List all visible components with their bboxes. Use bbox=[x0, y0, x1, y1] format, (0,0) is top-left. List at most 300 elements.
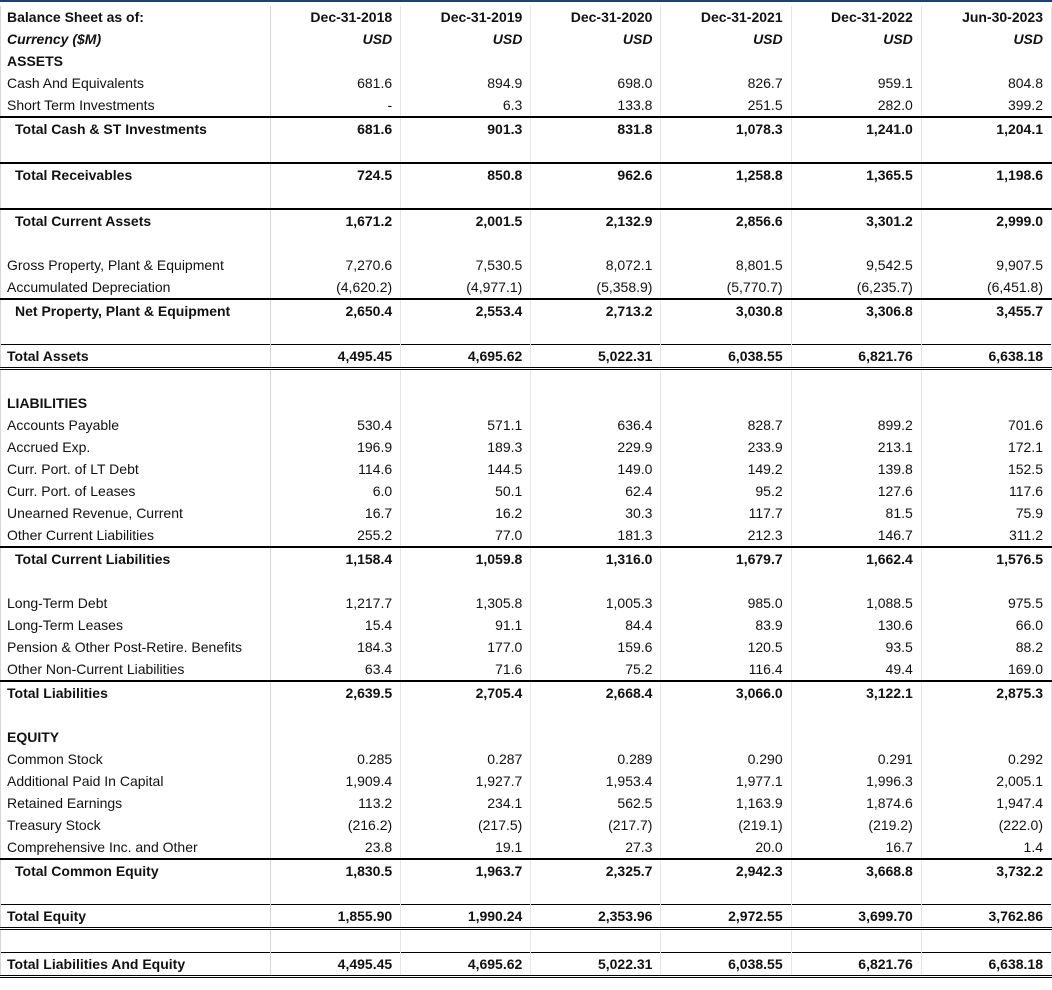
value-cell: 701.6 bbox=[921, 414, 1051, 436]
value-cell: 850.8 bbox=[401, 163, 531, 186]
empty-cell bbox=[531, 50, 661, 72]
balance-sheet-body bbox=[1, 6, 1052, 977]
value-cell: 152.5 bbox=[921, 458, 1051, 480]
row-label: Total Cash & ST Investments bbox=[1, 117, 271, 140]
empty-cell bbox=[531, 570, 661, 592]
row-label: Total Assets bbox=[1, 345, 271, 369]
value-cell: 23.8 bbox=[271, 836, 401, 859]
section-title: EQUITY bbox=[1, 726, 271, 748]
empty-cell bbox=[1, 232, 271, 254]
row-label: Accumulated Depreciation bbox=[1, 276, 271, 299]
value-cell: 282.0 bbox=[791, 94, 921, 117]
value-cell: 1,316.0 bbox=[531, 547, 661, 570]
value-cell: 985.0 bbox=[661, 592, 791, 614]
line-item-row bbox=[1, 614, 1052, 636]
value-cell: 6,638.18 bbox=[921, 953, 1051, 977]
empty-cell bbox=[401, 369, 531, 393]
empty-cell bbox=[531, 140, 661, 163]
row-label: Common Stock bbox=[1, 748, 271, 770]
value-cell: 1,679.7 bbox=[661, 547, 791, 570]
line-item-row bbox=[1, 72, 1052, 94]
section-header-row bbox=[1, 392, 1052, 414]
value-cell: 3,732.2 bbox=[921, 859, 1051, 882]
empty-cell bbox=[661, 369, 791, 393]
empty-cell bbox=[271, 570, 401, 592]
value-cell: (6,451.8) bbox=[921, 276, 1051, 299]
spacer-row bbox=[1, 186, 1052, 209]
row-label: Long-Term Debt bbox=[1, 592, 271, 614]
spacer-row bbox=[1, 929, 1052, 953]
empty-cell bbox=[921, 369, 1051, 393]
value-cell: 2,553.4 bbox=[401, 299, 531, 322]
line-item-row bbox=[1, 836, 1052, 859]
value-cell: 636.4 bbox=[531, 414, 661, 436]
empty-cell bbox=[921, 929, 1051, 953]
value-cell: 571.1 bbox=[401, 414, 531, 436]
row-label: Additional Paid In Capital bbox=[1, 770, 271, 792]
empty-cell bbox=[791, 232, 921, 254]
value-cell: 66.0 bbox=[921, 614, 1051, 636]
empty-cell bbox=[531, 232, 661, 254]
row-label: Treasury Stock bbox=[1, 814, 271, 836]
empty-cell bbox=[791, 322, 921, 345]
empty-cell bbox=[531, 322, 661, 345]
empty-cell bbox=[531, 369, 661, 393]
value-cell: 75.2 bbox=[531, 658, 661, 681]
row-label: Other Current Liabilities bbox=[1, 524, 271, 547]
value-cell: 1.4 bbox=[921, 836, 1051, 859]
empty-cell bbox=[661, 704, 791, 726]
value-cell: 6,638.18 bbox=[921, 345, 1051, 369]
empty-cell bbox=[531, 704, 661, 726]
empty-cell bbox=[1, 704, 271, 726]
value-cell: 251.5 bbox=[661, 94, 791, 117]
value-cell: 1,830.5 bbox=[271, 859, 401, 882]
empty-cell bbox=[921, 140, 1051, 163]
empty-cell bbox=[271, 322, 401, 345]
value-cell: 113.2 bbox=[271, 792, 401, 814]
value-cell: 3,066.0 bbox=[661, 681, 791, 704]
empty-cell bbox=[921, 570, 1051, 592]
empty-cell bbox=[791, 392, 921, 414]
row-label: Total Receivables bbox=[1, 163, 271, 186]
value-cell: 4,695.62 bbox=[401, 345, 531, 369]
section-header-row bbox=[1, 726, 1052, 748]
value-cell: 1,088.5 bbox=[791, 592, 921, 614]
value-cell: 1,305.8 bbox=[401, 592, 531, 614]
value-cell: 91.1 bbox=[401, 614, 531, 636]
empty-cell bbox=[1, 322, 271, 345]
line-item-row bbox=[1, 276, 1052, 299]
line-item-row bbox=[1, 524, 1052, 547]
empty-cell bbox=[791, 726, 921, 748]
value-cell: 63.4 bbox=[271, 658, 401, 681]
value-cell: 144.5 bbox=[401, 458, 531, 480]
empty-cell bbox=[401, 232, 531, 254]
spacer-row bbox=[1, 140, 1052, 163]
empty-cell bbox=[271, 369, 401, 393]
value-cell: 84.4 bbox=[531, 614, 661, 636]
value-cell: 901.3 bbox=[401, 117, 531, 140]
value-cell: 0.285 bbox=[271, 748, 401, 770]
value-cell: 7,530.5 bbox=[401, 254, 531, 276]
value-cell: 146.7 bbox=[791, 524, 921, 547]
value-cell: (4,977.1) bbox=[401, 276, 531, 299]
grand-total-row bbox=[1, 905, 1052, 929]
empty-cell bbox=[791, 50, 921, 72]
empty-cell bbox=[271, 392, 401, 414]
value-cell: 4,495.45 bbox=[271, 953, 401, 977]
value-cell: (217.5) bbox=[401, 814, 531, 836]
value-cell: 229.9 bbox=[531, 436, 661, 458]
value-cell: 831.8 bbox=[531, 117, 661, 140]
date-header: Dec-31-2018 bbox=[271, 6, 401, 28]
value-cell: 88.2 bbox=[921, 636, 1051, 658]
value-cell: (219.2) bbox=[791, 814, 921, 836]
line-item-row bbox=[1, 480, 1052, 502]
value-cell: (222.0) bbox=[921, 814, 1051, 836]
value-cell: 4,695.62 bbox=[401, 953, 531, 977]
empty-cell bbox=[401, 392, 531, 414]
value-cell: 114.6 bbox=[271, 458, 401, 480]
value-cell: 2,942.3 bbox=[661, 859, 791, 882]
row-label: Long-Term Leases bbox=[1, 614, 271, 636]
value-cell: 899.2 bbox=[791, 414, 921, 436]
value-cell: 212.3 bbox=[661, 524, 791, 547]
value-cell: 0.287 bbox=[401, 748, 531, 770]
value-cell: 81.5 bbox=[791, 502, 921, 524]
row-label: Total Liabilities And Equity bbox=[1, 953, 271, 977]
empty-cell bbox=[661, 882, 791, 905]
empty-cell bbox=[791, 929, 921, 953]
value-cell: 2,705.4 bbox=[401, 681, 531, 704]
row-label: Total Equity bbox=[1, 905, 271, 929]
value-cell: 130.6 bbox=[791, 614, 921, 636]
value-cell: 169.0 bbox=[921, 658, 1051, 681]
empty-cell bbox=[531, 882, 661, 905]
empty-cell bbox=[791, 570, 921, 592]
value-cell: 1,947.4 bbox=[921, 792, 1051, 814]
row-label: Gross Property, Plant & Equipment bbox=[1, 254, 271, 276]
value-cell: 1,977.1 bbox=[661, 770, 791, 792]
empty-cell bbox=[661, 186, 791, 209]
value-cell: 9,907.5 bbox=[921, 254, 1051, 276]
value-cell: 0.291 bbox=[791, 748, 921, 770]
empty-cell bbox=[661, 322, 791, 345]
spacer-row bbox=[1, 704, 1052, 726]
row-label: Unearned Revenue, Current bbox=[1, 502, 271, 524]
value-cell: 50.1 bbox=[401, 480, 531, 502]
value-cell: 1,059.8 bbox=[401, 547, 531, 570]
empty-cell bbox=[531, 186, 661, 209]
value-cell: 1,927.7 bbox=[401, 770, 531, 792]
empty-cell bbox=[1, 186, 271, 209]
currency-label: Currency ($M) bbox=[1, 28, 271, 50]
value-cell: 3,301.2 bbox=[791, 209, 921, 232]
value-cell: 149.2 bbox=[661, 458, 791, 480]
value-cell: 2,668.4 bbox=[531, 681, 661, 704]
empty-cell bbox=[791, 882, 921, 905]
currency-header: USD bbox=[271, 28, 401, 50]
row-label: Curr. Port. of LT Debt bbox=[1, 458, 271, 480]
empty-cell bbox=[921, 232, 1051, 254]
total-row bbox=[1, 299, 1052, 322]
empty-cell bbox=[271, 140, 401, 163]
empty-cell bbox=[1, 882, 271, 905]
value-cell: 2,650.4 bbox=[271, 299, 401, 322]
value-cell: 1,158.4 bbox=[271, 547, 401, 570]
value-cell: 95.2 bbox=[661, 480, 791, 502]
value-cell: 30.3 bbox=[531, 502, 661, 524]
value-cell: 233.9 bbox=[661, 436, 791, 458]
value-cell: 6,821.76 bbox=[791, 953, 921, 977]
value-cell: 62.4 bbox=[531, 480, 661, 502]
empty-cell bbox=[661, 726, 791, 748]
line-item-row bbox=[1, 458, 1052, 480]
line-item-row bbox=[1, 658, 1052, 681]
row-label: Cash And Equivalents bbox=[1, 72, 271, 94]
line-item-row bbox=[1, 748, 1052, 770]
line-item-row bbox=[1, 94, 1052, 117]
value-cell: 127.6 bbox=[791, 480, 921, 502]
value-cell: - bbox=[271, 94, 401, 117]
empty-cell bbox=[661, 140, 791, 163]
value-cell: 120.5 bbox=[661, 636, 791, 658]
value-cell: 16.7 bbox=[791, 836, 921, 859]
value-cell: 133.8 bbox=[531, 94, 661, 117]
spacer-row bbox=[1, 570, 1052, 592]
empty-cell bbox=[791, 369, 921, 393]
value-cell: 1,874.6 bbox=[791, 792, 921, 814]
date-header: Dec-31-2021 bbox=[661, 6, 791, 28]
value-cell: 5,022.31 bbox=[531, 953, 661, 977]
value-cell: 75.9 bbox=[921, 502, 1051, 524]
grand-total-row bbox=[1, 345, 1052, 369]
header-dates-row bbox=[1, 6, 1052, 28]
value-cell: 8,072.1 bbox=[531, 254, 661, 276]
value-cell: 1,217.7 bbox=[271, 592, 401, 614]
value-cell: 77.0 bbox=[401, 524, 531, 547]
value-cell: 15.4 bbox=[271, 614, 401, 636]
value-cell: 7,270.6 bbox=[271, 254, 401, 276]
section-header-row bbox=[1, 50, 1052, 72]
value-cell: 1,996.3 bbox=[791, 770, 921, 792]
empty-cell bbox=[271, 50, 401, 72]
empty-cell bbox=[791, 140, 921, 163]
empty-cell bbox=[661, 392, 791, 414]
spacer-row bbox=[1, 232, 1052, 254]
balance-sheet-table bbox=[0, 6, 1052, 978]
empty-cell bbox=[271, 929, 401, 953]
spacer-row bbox=[1, 369, 1052, 393]
value-cell: 3,762.86 bbox=[921, 905, 1051, 929]
value-cell: 139.8 bbox=[791, 458, 921, 480]
total-row bbox=[1, 681, 1052, 704]
row-label: Total Common Equity bbox=[1, 859, 271, 882]
value-cell: 3,455.7 bbox=[921, 299, 1051, 322]
empty-cell bbox=[401, 186, 531, 209]
value-cell: 16.7 bbox=[271, 502, 401, 524]
value-cell: 196.9 bbox=[271, 436, 401, 458]
empty-cell bbox=[401, 726, 531, 748]
line-item-row bbox=[1, 814, 1052, 836]
empty-cell bbox=[531, 392, 661, 414]
value-cell: 159.6 bbox=[531, 636, 661, 658]
empty-cell bbox=[1, 369, 271, 393]
value-cell: 2,639.5 bbox=[271, 681, 401, 704]
value-cell: (6,235.7) bbox=[791, 276, 921, 299]
currency-header: USD bbox=[401, 28, 531, 50]
total-row bbox=[1, 859, 1052, 882]
value-cell: 975.5 bbox=[921, 592, 1051, 614]
empty-cell bbox=[791, 704, 921, 726]
value-cell: 116.4 bbox=[661, 658, 791, 681]
empty-cell bbox=[921, 322, 1051, 345]
value-cell: 1,855.90 bbox=[271, 905, 401, 929]
empty-cell bbox=[531, 929, 661, 953]
total-row bbox=[1, 547, 1052, 570]
value-cell: 177.0 bbox=[401, 636, 531, 658]
date-header: Dec-31-2022 bbox=[791, 6, 921, 28]
value-cell: 19.1 bbox=[401, 836, 531, 859]
value-cell: 27.3 bbox=[531, 836, 661, 859]
value-cell: 6,038.55 bbox=[661, 953, 791, 977]
value-cell: 6.0 bbox=[271, 480, 401, 502]
value-cell: 0.292 bbox=[921, 748, 1051, 770]
value-cell: 117.6 bbox=[921, 480, 1051, 502]
value-cell: 2,856.6 bbox=[661, 209, 791, 232]
empty-cell bbox=[401, 322, 531, 345]
line-item-row bbox=[1, 636, 1052, 658]
value-cell: 1,990.24 bbox=[401, 905, 531, 929]
spacer-row bbox=[1, 882, 1052, 905]
header-currency-row bbox=[1, 28, 1052, 50]
value-cell: 2,875.3 bbox=[921, 681, 1051, 704]
value-cell: 83.9 bbox=[661, 614, 791, 636]
row-label: Total Current Liabilities bbox=[1, 547, 271, 570]
value-cell: 1,909.4 bbox=[271, 770, 401, 792]
empty-cell bbox=[921, 726, 1051, 748]
row-label: Retained Earnings bbox=[1, 792, 271, 814]
date-header: Dec-31-2019 bbox=[401, 6, 531, 28]
currency-header: USD bbox=[791, 28, 921, 50]
value-cell: 6,821.76 bbox=[791, 345, 921, 369]
value-cell: 1,576.5 bbox=[921, 547, 1051, 570]
empty-cell bbox=[271, 704, 401, 726]
value-cell: 562.5 bbox=[531, 792, 661, 814]
sheet-title: Balance Sheet as of: bbox=[1, 6, 271, 28]
value-cell: 181.3 bbox=[531, 524, 661, 547]
value-cell: 71.6 bbox=[401, 658, 531, 681]
value-cell: 2,353.96 bbox=[531, 905, 661, 929]
line-item-row bbox=[1, 436, 1052, 458]
value-cell: 2,001.5 bbox=[401, 209, 531, 232]
row-label: Pension & Other Post-Retire. Benefits bbox=[1, 636, 271, 658]
empty-cell bbox=[921, 882, 1051, 905]
currency-header: USD bbox=[921, 28, 1051, 50]
value-cell: 16.2 bbox=[401, 502, 531, 524]
value-cell: 8,801.5 bbox=[661, 254, 791, 276]
value-cell: 2,132.9 bbox=[531, 209, 661, 232]
empty-cell bbox=[401, 704, 531, 726]
value-cell: 1,005.3 bbox=[531, 592, 661, 614]
value-cell: 49.4 bbox=[791, 658, 921, 681]
value-cell: 2,972.55 bbox=[661, 905, 791, 929]
value-cell: 3,668.8 bbox=[791, 859, 921, 882]
value-cell: 1,953.4 bbox=[531, 770, 661, 792]
value-cell: 681.6 bbox=[271, 117, 401, 140]
value-cell: 826.7 bbox=[661, 72, 791, 94]
value-cell: 894.9 bbox=[401, 72, 531, 94]
value-cell: (217.7) bbox=[531, 814, 661, 836]
row-label: Accrued Exp. bbox=[1, 436, 271, 458]
date-header: Jun-30-2023 bbox=[921, 6, 1051, 28]
empty-cell bbox=[921, 186, 1051, 209]
value-cell: 530.4 bbox=[271, 414, 401, 436]
value-cell: 0.290 bbox=[661, 748, 791, 770]
empty-cell bbox=[401, 570, 531, 592]
empty-cell bbox=[1, 140, 271, 163]
value-cell: (4,620.2) bbox=[271, 276, 401, 299]
value-cell: 117.7 bbox=[661, 502, 791, 524]
value-cell: 962.6 bbox=[531, 163, 661, 186]
value-cell: 93.5 bbox=[791, 636, 921, 658]
value-cell: 0.289 bbox=[531, 748, 661, 770]
total-row bbox=[1, 117, 1052, 140]
line-item-row bbox=[1, 502, 1052, 524]
value-cell: 3,306.8 bbox=[791, 299, 921, 322]
empty-cell bbox=[401, 929, 531, 953]
section-title: ASSETS bbox=[1, 50, 271, 72]
value-cell: 9,542.5 bbox=[791, 254, 921, 276]
value-cell: (5,770.7) bbox=[661, 276, 791, 299]
row-label: Other Non-Current Liabilities bbox=[1, 658, 271, 681]
empty-cell bbox=[661, 570, 791, 592]
empty-cell bbox=[401, 50, 531, 72]
value-cell: (219.1) bbox=[661, 814, 791, 836]
value-cell: (5,358.9) bbox=[531, 276, 661, 299]
value-cell: 4,495.45 bbox=[271, 345, 401, 369]
total-row bbox=[1, 163, 1052, 186]
value-cell: 724.5 bbox=[271, 163, 401, 186]
empty-cell bbox=[921, 704, 1051, 726]
empty-cell bbox=[401, 140, 531, 163]
value-cell: 1,963.7 bbox=[401, 859, 531, 882]
empty-cell bbox=[921, 392, 1051, 414]
value-cell: 1,204.1 bbox=[921, 117, 1051, 140]
value-cell: 6.3 bbox=[401, 94, 531, 117]
value-cell: 5,022.31 bbox=[531, 345, 661, 369]
value-cell: 172.1 bbox=[921, 436, 1051, 458]
value-cell: 2,005.1 bbox=[921, 770, 1051, 792]
empty-cell bbox=[271, 882, 401, 905]
value-cell: 149.0 bbox=[531, 458, 661, 480]
value-cell: 1,198.6 bbox=[921, 163, 1051, 186]
line-item-row bbox=[1, 792, 1052, 814]
value-cell: 1,365.5 bbox=[791, 163, 921, 186]
value-cell: 2,999.0 bbox=[921, 209, 1051, 232]
empty-cell bbox=[921, 50, 1051, 72]
value-cell: (216.2) bbox=[271, 814, 401, 836]
value-cell: 6,038.55 bbox=[661, 345, 791, 369]
value-cell: 1,671.2 bbox=[271, 209, 401, 232]
value-cell: 399.2 bbox=[921, 94, 1051, 117]
grand-total-row bbox=[1, 953, 1052, 977]
row-label: Net Property, Plant & Equipment bbox=[1, 299, 271, 322]
value-cell: 1,078.3 bbox=[661, 117, 791, 140]
empty-cell bbox=[401, 882, 531, 905]
value-cell: 189.3 bbox=[401, 436, 531, 458]
